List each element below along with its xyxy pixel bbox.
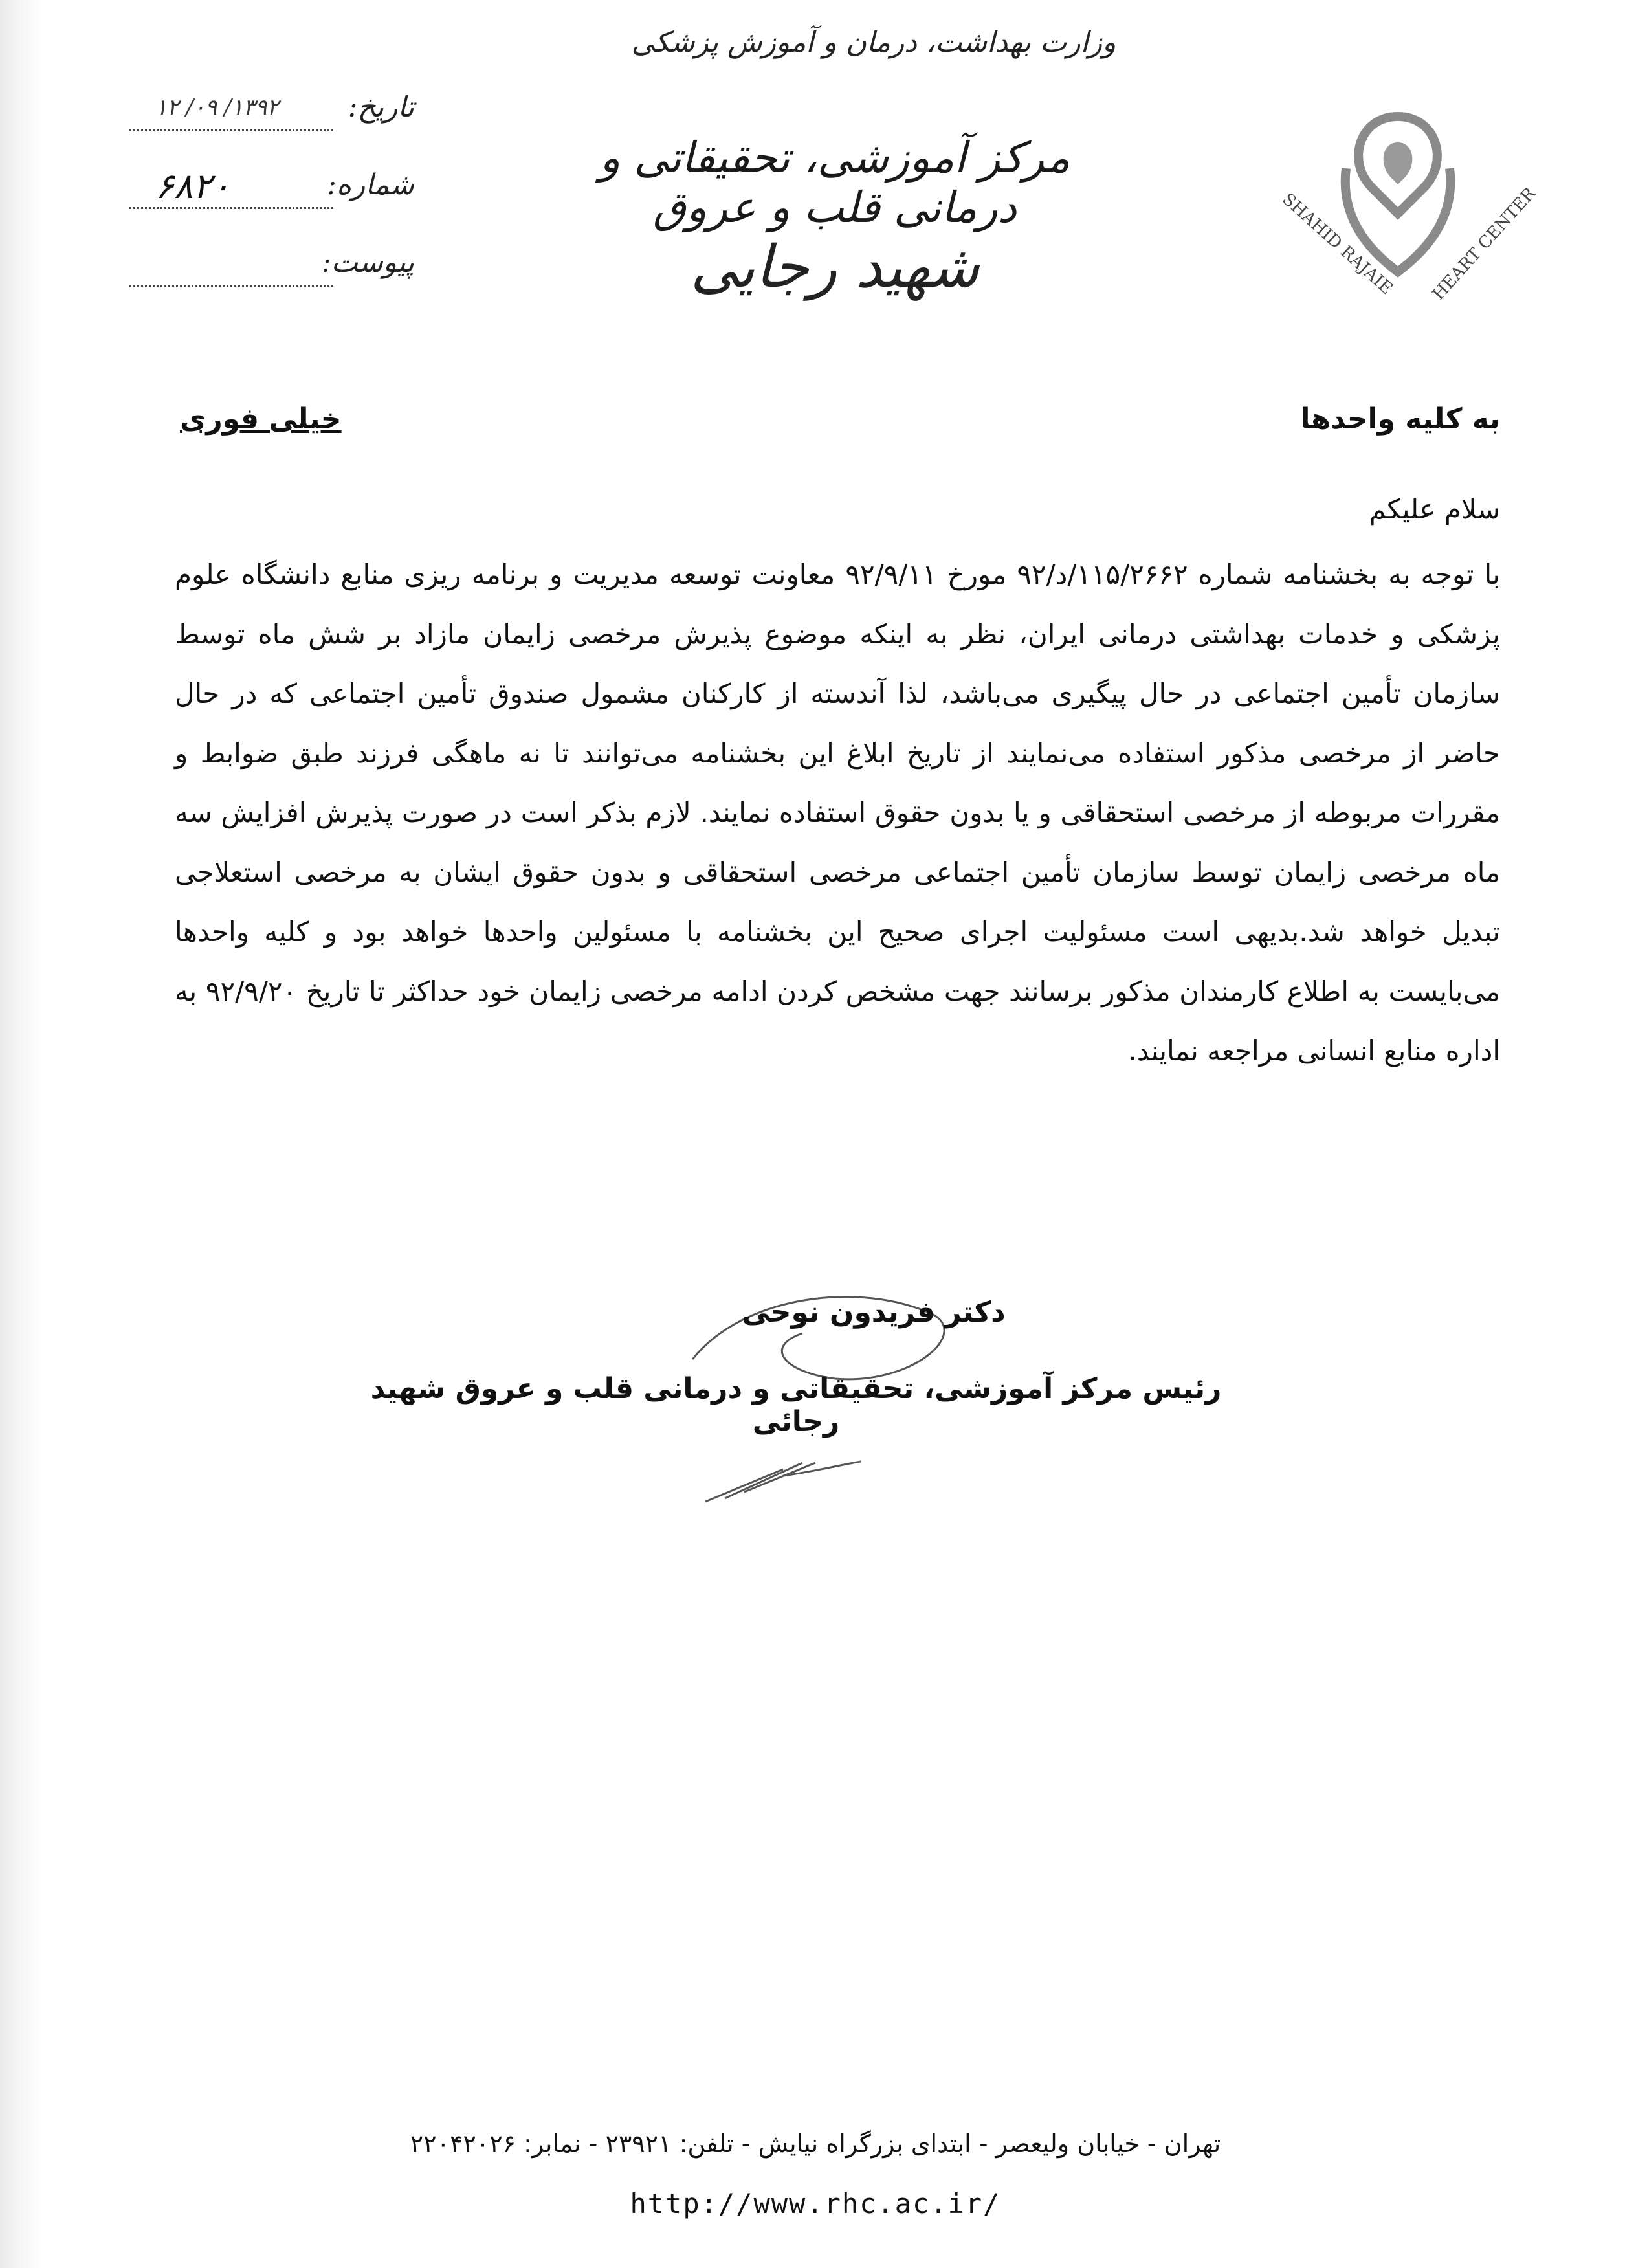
number-line: [129, 207, 333, 209]
letter-body: با توجه به بخشنامه شماره ۱۱۵/۲۶۶۲/د/۹۲ مورخ ۹۲/۹/۱۱ معاونت توسعه مدیریت و برنامه ریزی منابع دانشگاه علوم پزشکی و خدمات بهداشتی درمانی ایران، نظر به اینکه موضوع پذیرش مرخصی زایمان مازاد بر شش ماه توسط سازمان تأمین اجتماعی در حال پیگیری می‌باشد، لذا آندسته از کارکنان مشمول صندوق تأمین اجتماعی که در حال حاضر از مرخصی مذکور استفاده می‌نمایند از تاریخ ابلاغ این بخشنامه می‌توانند تا نه ماهگی فرزند طبق ضوابط و مقررات مربوطه از مرخصی استحقاقی و یا بدون حقوق استفاده نمایند. لازم بذکر است در صورت پذیرش افزایش سه ماه مرخصی زایمان توسط سازمان تأمین اجتماعی مرخصی استحقاقی و بدون حقوق ایشان به مرخصی استعلاجی تبدیل خواهد شد.بدیهی است مسئولیت اجرای صحیح این بخشنامه با مسئولین واحدها خواهد بود و کلیه واحدها می‌بایست به اطلاع کارمندان مذکور برسانند جهت مشخص کردن ادامه مرخصی زایمان خود حداکثر تا تاریخ ۹۲/۹/۲۰ به اداره منابع انسانی مراجعه نمایند.: [175, 559, 1500, 1067]
date-line: [129, 129, 333, 131]
date-label: تاریخ:: [348, 91, 414, 124]
signer-name: دکتر فریدون نوحی: [742, 1296, 1006, 1329]
signer-title: رئیس مرکز آموزشی، تحقیقاتی و درمانی قلب و عروق شهید رجائی: [370, 1372, 1222, 1438]
logo-text-right: HEART CENTER: [1428, 184, 1540, 304]
heart-logo-icon: [1268, 104, 1573, 337]
greeting: سلام علیکم: [1369, 493, 1500, 525]
logo-text-left: SHAHID RAJAIE: [1278, 189, 1397, 299]
number-value: ۶۸۲۰: [155, 166, 231, 206]
footer-address: تهران - خیابان ولیعصر - ابتدای بزرگراه نیایش - تلفن: ۲۳۹۲۱ - نمابر: ۲۲۰۴۲۰۲۶: [410, 2129, 1221, 2158]
urgency-label: خیلی فوری: [180, 403, 342, 436]
addressee: به کلیه واحدها: [1300, 403, 1500, 436]
hospital-logo: [1268, 104, 1573, 337]
number-row: [129, 168, 414, 246]
reference-block: [129, 91, 414, 324]
scan-edge: [0, 0, 45, 2268]
attachment-line: [129, 285, 333, 287]
ministry-name: وزارت بهداشت، درمان و آموزش پزشکی: [631, 26, 1116, 59]
center-name: مرکز آموزشی، تحقیقاتی و درمانی قلب و عروق: [599, 133, 1070, 232]
date-value: ۱۳۹۲/ ۰۹/ ۱۲: [155, 94, 279, 120]
attachment-label: پیوست:: [321, 246, 414, 279]
attachment-row: [129, 246, 414, 324]
center-name-shahid-rajaie: شهید رجایی: [690, 233, 980, 301]
number-label: شماره:: [327, 168, 414, 201]
date-row: [129, 91, 414, 168]
footer-url[interactable]: http://www.rhc.ac.ir/: [630, 2188, 1001, 2219]
